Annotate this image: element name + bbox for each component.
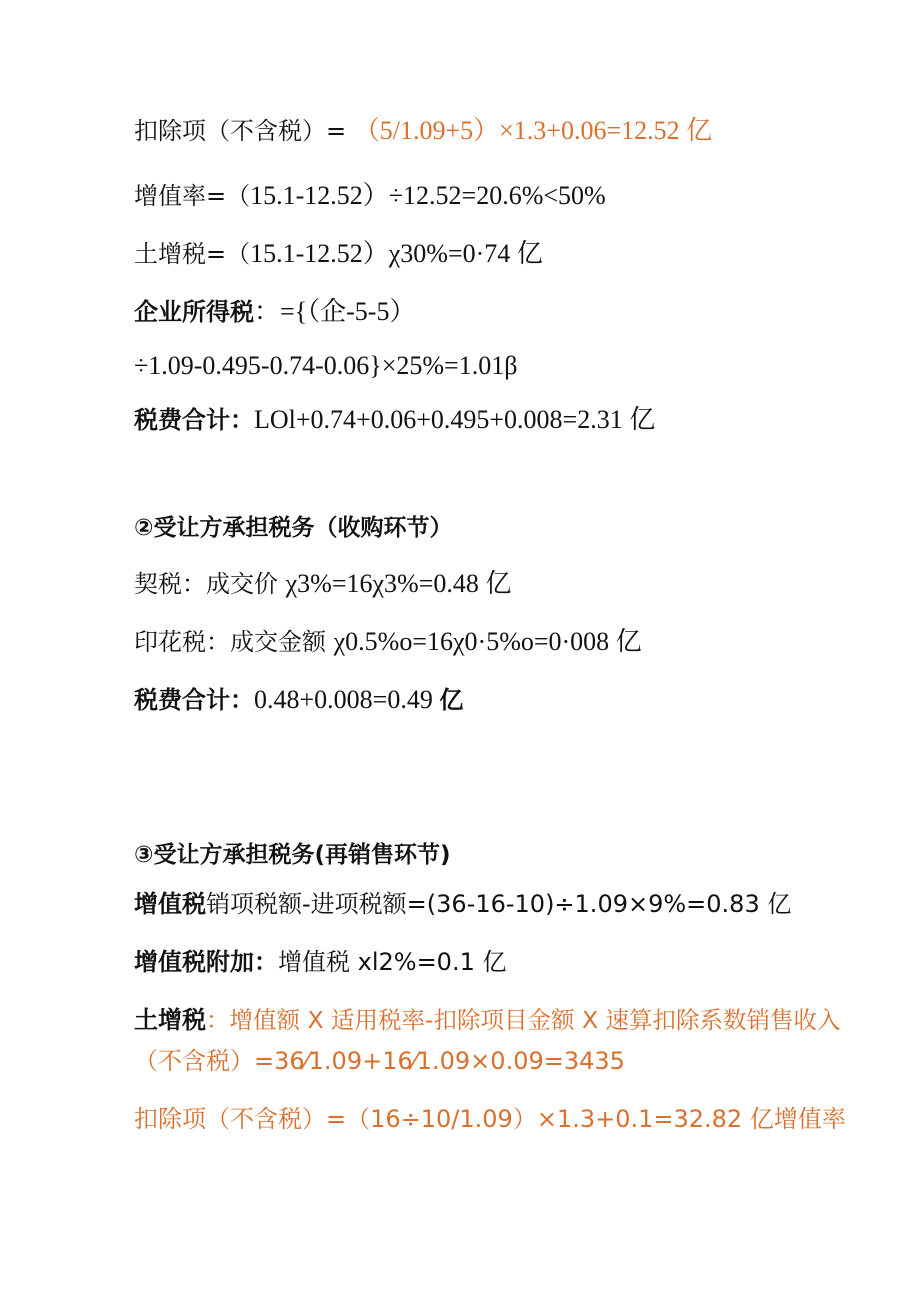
- vat-rate-line: [134, 181, 606, 211]
- land-vat-label: 土增税=（: [134, 240, 251, 268]
- vat-surcharge-formula: 增值税 xl2%=0.1 亿: [278, 948, 507, 976]
- land-vat-line-2: [134, 1005, 841, 1035]
- deduction-line-2: 扣除项（不含税）=（16÷10/1.09）×1.3+0.1=32.82 亿增值率: [134, 1105, 846, 1133]
- land-vat-formula: 15.1-12.52）χ30%=0·74 亿: [250, 239, 543, 268]
- vat-formula: 销项税额-进项税额=(36-16-10)÷1.09×9%=0.83 亿: [206, 890, 792, 918]
- vat-rate-label: 增值率=（: [134, 182, 251, 210]
- total-fee-label: 税费合计：: [134, 406, 254, 434]
- deed-tax-line: [134, 569, 511, 599]
- vat-surcharge-label: 增值税附加：: [134, 948, 278, 976]
- land-vat-label-2: 土增税: [134, 1006, 206, 1034]
- deduction-line-1: [134, 116, 712, 146]
- deduction-label: 扣除项（不含税）=: [134, 117, 354, 145]
- deed-tax-label: 契税：成交价: [134, 570, 286, 598]
- vat-surcharge-line: [134, 947, 506, 977]
- vat-rate-formula: 15.1-12.52）÷12.52=20.6%<50%: [250, 181, 606, 210]
- section-heading-2: ②受让方承担税务（收购环节）: [134, 515, 453, 541]
- deed-tax-formula: χ3%=16χ3%=0.48 亿: [285, 569, 512, 598]
- stamp-tax-label: 印花税：成交金额: [134, 628, 334, 656]
- corporate-tax-line: [134, 297, 415, 327]
- land-vat-line-2-cont: （不含税）=36⁄1.09+16⁄1.09×0.09=3435: [134, 1047, 625, 1075]
- stamp-tax-line: [134, 627, 642, 657]
- total-fee-label-2: 税费合计：: [134, 686, 254, 714]
- land-vat-line-1: [134, 239, 543, 269]
- vat-line: [134, 889, 791, 919]
- land-vat-formula-2: ：增值额 X 适用税率-扣除项目金额 X 速算扣除系数销售收入: [206, 1006, 841, 1034]
- total-fee-unit: 亿: [439, 686, 464, 714]
- vat-label: 增值税: [134, 890, 206, 918]
- stamp-tax-formula: χ0.5%o=16χ0·5%o=0·008 亿: [333, 627, 642, 656]
- total-fee-formula: LOl+0.74+0.06+0.495+0.008=2.31 亿: [254, 405, 656, 434]
- total-fee-line-1: [134, 405, 655, 435]
- corporate-tax-formula-start: ：={（企-5-5）: [254, 297, 416, 326]
- corporate-tax-line-cont: [134, 351, 517, 381]
- deduction-formula: （5/1.09+5）×1.3+0.06=12.52 亿: [353, 116, 713, 145]
- corporate-tax-formula-end: ÷1.09-0.495-0.74-0.06}×25%=1.01β: [134, 351, 518, 380]
- corporate-tax-label: 企业所得税: [134, 298, 254, 326]
- section-heading-3: ③受让方承担税务(再销售环节): [134, 842, 451, 868]
- total-fee-line-2: [134, 685, 463, 715]
- total-fee-formula-2: 0.48+0.008=0.49: [254, 685, 440, 714]
